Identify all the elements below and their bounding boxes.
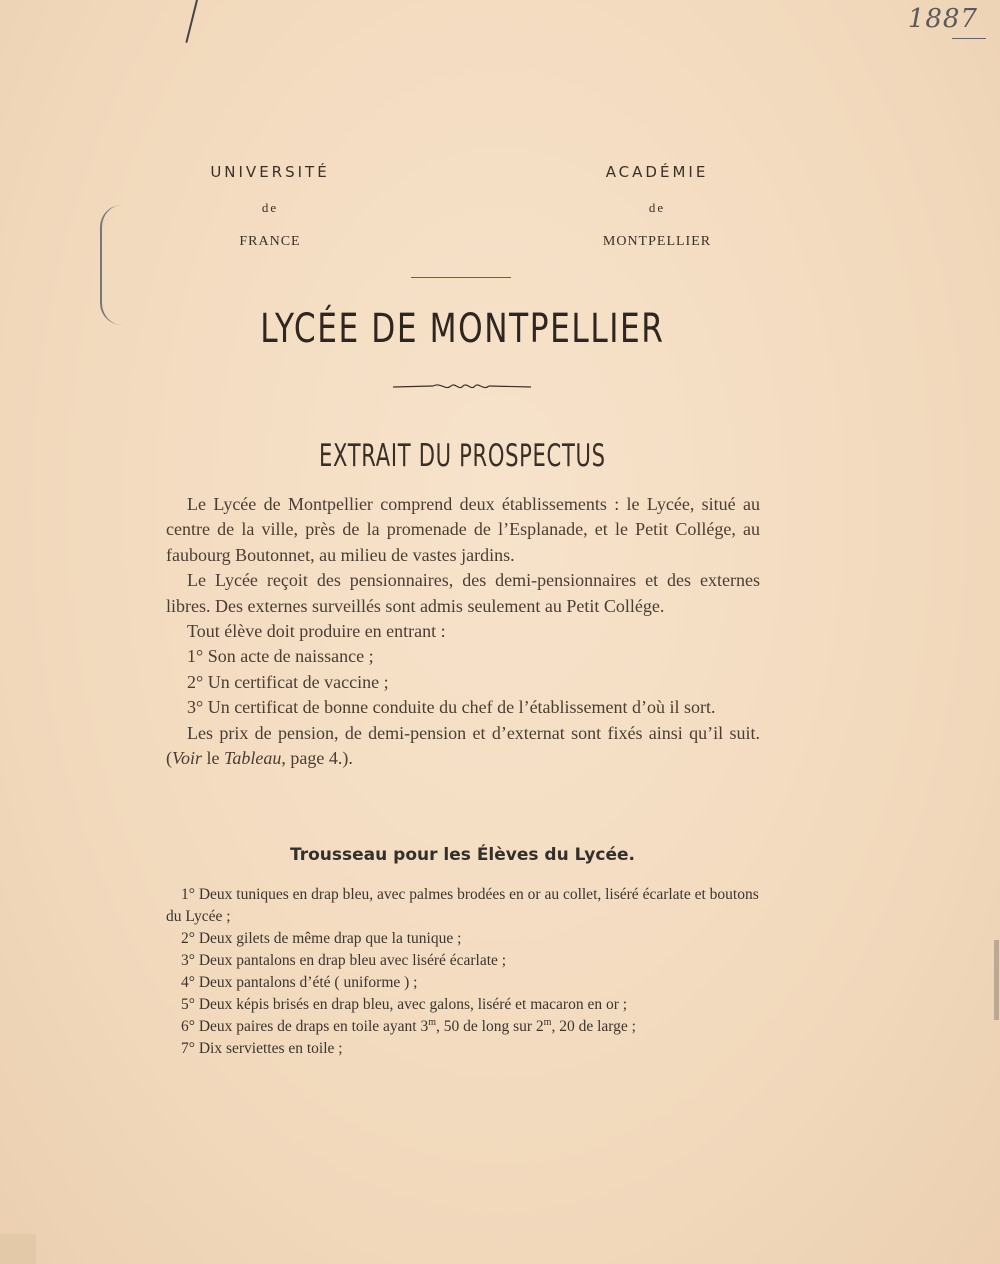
title-rule <box>411 277 511 278</box>
prices-le: le <box>202 748 225 769</box>
corner-stain <box>0 1234 36 1264</box>
paragraph-prices <box>166 721 760 772</box>
prices-tableau: Tableau <box>224 748 282 769</box>
pencil-mark <box>185 0 198 43</box>
item6-text-b: , 50 de long sur 2 <box>436 1018 544 1035</box>
paragraph-establishments: Le Lycée de Montpellier comprend deux établissements : le Lycée, situé au centre de la ville, près de la promenade de l’Esplanade, et le Petit Collége, au faubourg Boutonnet, au milieu de vastes jardins. <box>166 494 760 565</box>
requirement-birth-certificate: 1° Son acte de naissance ; <box>187 646 374 667</box>
ornament-divider <box>393 382 531 392</box>
prices-end: , page 4.). <box>281 748 353 769</box>
header-france: FRANCE <box>239 234 301 249</box>
prices-voir: Voir <box>172 748 203 769</box>
trousseau-item-7: 7° Dix serviettes en toile ; <box>181 1040 343 1057</box>
trousseau-list <box>166 884 766 1060</box>
prices-text: Les prix de pension, de demi-pension et d’externat sont fixés ainsi qu’il suit. ( <box>166 722 760 769</box>
archive-number: 1887 <box>907 4 978 34</box>
paragraph-requirements: Tout élève doit produire en entrant : <box>187 621 446 642</box>
header-universite: UNIVERSITÉ <box>210 163 330 181</box>
item6-unit-1: m <box>428 1016 437 1028</box>
header-right-de: de <box>648 200 666 215</box>
page-title: LYCÉE DE MONTPELLIER <box>260 306 665 352</box>
trousseau-item-4: 4° Deux pantalons d’été ( uniforme ) ; <box>181 974 418 991</box>
prospectus-body <box>166 492 760 771</box>
paragraph-pupils: Le Lycée reçoit des pensionnaires, des demi-pensionnaires et des externes libres. Des externes surveillés sont admis seulement au Petit Collége. <box>166 570 760 616</box>
trousseau-item-5: 5° Deux képis brisés en drap bleu, avec galons, liséré et macaron en or ; <box>181 996 628 1013</box>
header-montpellier: MONTPELLIER <box>602 234 712 249</box>
page-edge-shadow <box>994 940 999 1020</box>
item6-unit-2: m <box>543 1016 552 1028</box>
header-left-de: de <box>261 200 279 215</box>
trousseau-item-6 <box>166 1016 766 1038</box>
requirement-conduct-certificate: 3° Un certificat de bonne conduite du chef de l’établissement d’où il sort. <box>187 697 716 718</box>
archive-number-underline <box>952 38 986 39</box>
trousseau-item-2: 2° Deux gilets de même drap que la tunique ; <box>181 930 462 947</box>
trousseau-item-3: 3° Deux pantalons en drap bleu avec liséré écarlate ; <box>181 952 507 969</box>
header-academie: ACADÉMIE <box>605 163 709 181</box>
trousseau-item-1: 1° Deux tuniques en drap bleu, avec palmes brodées en or au collet, liséré écarlate et boutons du Lycée ; <box>166 886 759 925</box>
section-subtitle: EXTRAIT DU PROSPECTUS <box>318 438 606 474</box>
item6-text-c: , 20 de large ; <box>551 1018 636 1035</box>
trousseau-heading: Trousseau pour les Élèves du Lycée. <box>290 845 635 865</box>
requirement-vaccine-certificate: 2° Un certificat de vaccine ; <box>187 671 389 692</box>
item6-text-a: 6° Deux paires de draps en toile ayant 3 <box>181 1018 429 1035</box>
